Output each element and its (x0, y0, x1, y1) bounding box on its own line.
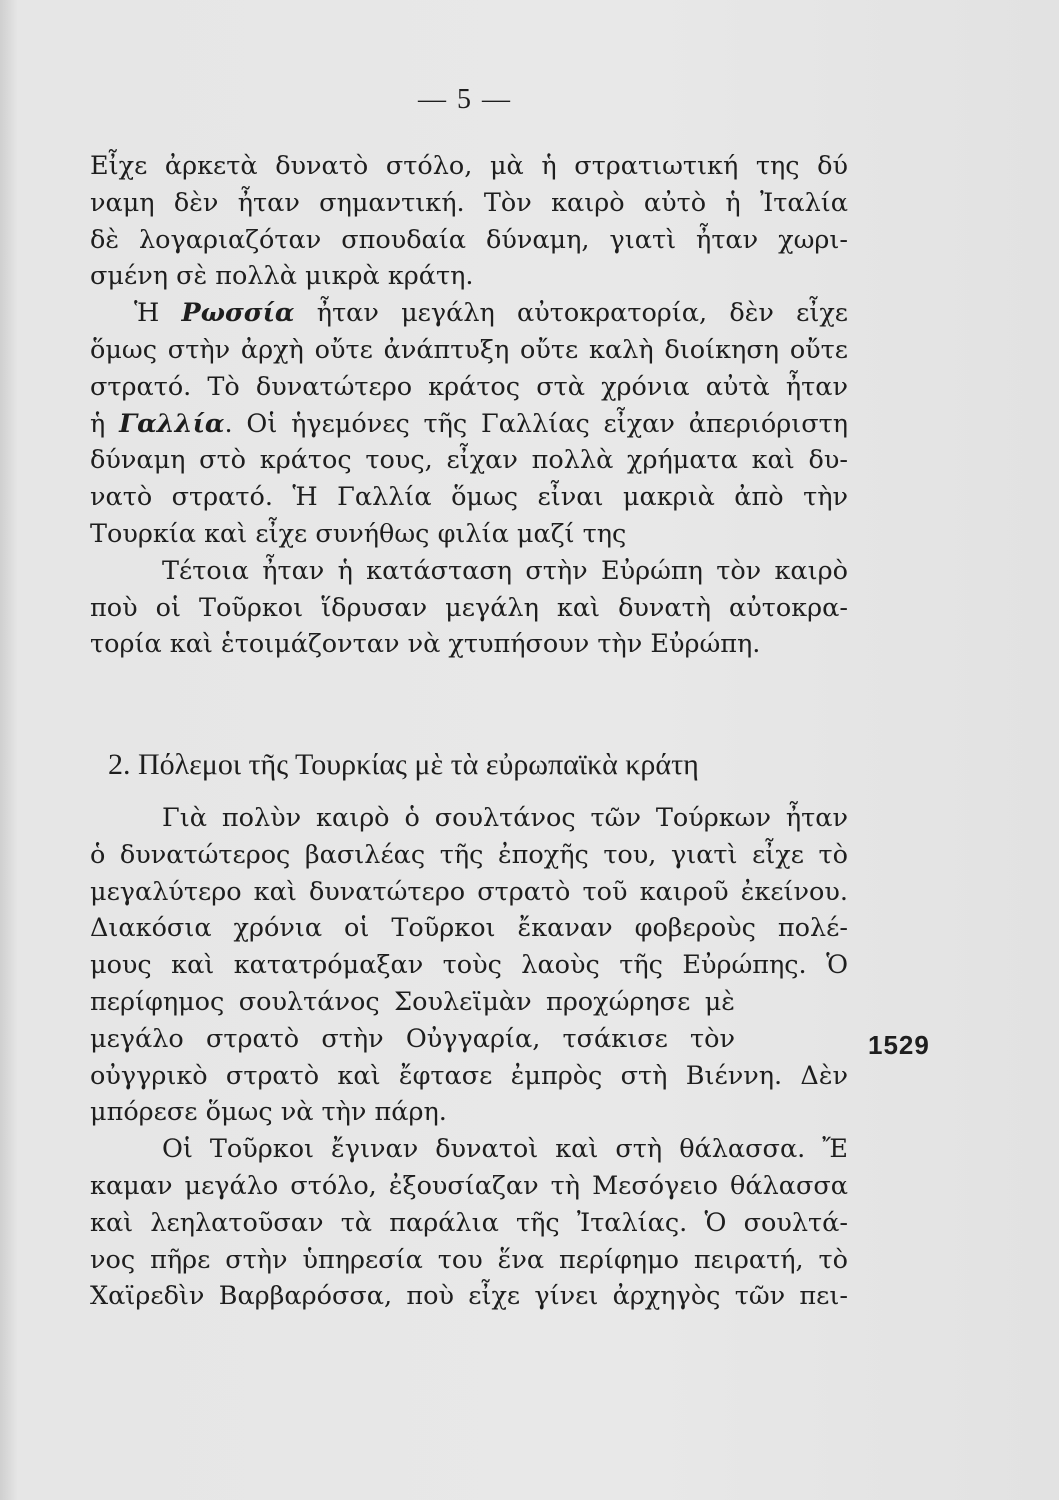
text-fragment: Ἡ (134, 298, 182, 329)
text-line: Χαϊρεδὶν Βαρβαρόσσα, ποὺ εἶχε γίνει ἀρχηγὸς τῶν πει- (90, 1281, 848, 1312)
text-line: περίφημος σουλτάνος Σουλεϊμὰν προχώρησε μὲ (90, 986, 735, 1017)
text-line: νατὸ στρατό. Ἡ Γαλλία ὅμως εἶναι μακριὰ ἀπὸ τὴν (90, 482, 848, 513)
text-line: ναμη δὲν ἦταν σημαντική. Τὸν καιρὸ αὐτὸ ἡ Ἰταλία (90, 187, 848, 218)
text-line: Γιὰ πολὺν καιρὸ ὁ σουλτάνος τῶν Τούρκων ἦταν (162, 803, 848, 833)
text-line: νος πῆρε στὴν ὑπηρεσία του ἕνα περίφημο πειρατή, τὸ (90, 1244, 848, 1275)
text-line: μεγαλύτερο καὶ δυνατώτερο στρατὸ τοῦ καιροῦ ἐκείνου. (90, 876, 848, 907)
text-line: σμένη σὲ πολλὰ μικρὰ κράτη. (90, 261, 474, 292)
text-line: Οἱ Τοῦρκοι ἔγιναν δυνατοὶ καὶ στὴ θάλασσα. Ἔ (162, 1134, 848, 1165)
text-line: μους καὶ κατατρόμαξαν τοὺς λαοὺς τῆς Εὐρώπης. Ὁ (90, 950, 848, 981)
text-fragment: . Οἱ ἡγεμόνες τῆς Γαλλίας εἶχαν ἀπεριόριστη (224, 408, 848, 439)
section-heading: 2. Πόλεμοι τῆς Τουρκίας μὲ τὰ εὐρωπαϊκὰ κράτη (108, 748, 699, 781)
text-line: Διακόσια χρόνια οἱ Τοῦρκοι ἔκαναν φοβεροὺς πολέ- (90, 913, 848, 944)
margin-year-note: 1529 (868, 1030, 930, 1060)
text-line (90, 295, 848, 332)
text-line: δύναμη στὸ κράτος τους, εἶχαν πολλὰ χρήματα καὶ δυ- (90, 445, 848, 476)
text-line: τορία καὶ ἑτοιμάζονταν νὰ χτυπήσουν τὴν Εὐρώπη. (90, 629, 761, 660)
text-line: Εἶχε ἀρκετὰ δυνατὸ στόλο, μὰ ἡ στρατιωτική της δύ (90, 151, 848, 181)
text-line: δὲ λογαριαζόταν σπουδαία δύναμη, γιατὶ ἦταν χωρι- (90, 224, 848, 255)
text-line: καμαν μεγάλο στόλο, ἐξουσίαζαν τὴ Μεσόγειο θάλασσα (90, 1170, 848, 1201)
text-fragment: ἡ (90, 408, 120, 439)
text-block-top (90, 148, 848, 663)
text-line (90, 406, 848, 443)
text-line: ὁ δυνατώτερος βασιλέας τῆς ἐποχῆς του, γιατὶ εἶχε τὸ (90, 839, 848, 870)
text-line: ὅμως στὴν ἀρχὴ οὔτε ἀνάπτυξη οὔτε καλὴ διοίκηση οὔτε (90, 334, 848, 365)
text-line: Τουρκία καὶ εἶχε συνήθως φιλία μαζί της (90, 518, 627, 549)
text-line: οὐγγρικὸ στρατὸ καὶ ἔφτασε ἐμπρὸς στὴ Βιέννη. Δὲν (90, 1060, 848, 1091)
text-line: Τέτοια ἦταν ἡ κατάσταση στὴν Εὐρώπη τὸν καιρὸ (162, 555, 848, 586)
page-number: — 5 — (418, 84, 512, 115)
emphasis-russia: Ρωσσία (181, 298, 295, 329)
text-line: μπόρεσε ὅμως νὰ τὴν πάρη. (90, 1097, 447, 1128)
text-line: στρατό. Τὸ δυνατώτερο κράτος στὰ χρόνια αὐτὰ ἦταν (90, 371, 848, 402)
text-line: καὶ λεηλατοῦσαν τὰ παράλια τῆς Ἰταλίας. Ὁ σουλτά- (90, 1207, 848, 1238)
text-line: ποὺ οἱ Τοῦρκοι ἵδρυσαν μεγάλη καὶ δυνατὴ αὐτοκρα- (90, 592, 848, 623)
emphasis-france: Γαλλία (119, 408, 225, 439)
text-line: μεγάλο στρατὸ στὴν Οὐγγαρία, τσάκισε τὸν (90, 1023, 735, 1054)
text-fragment: ἦταν μεγάλη αὐτοκρατορία, δὲν εἶχε (294, 298, 848, 329)
text-block-bottom (90, 800, 848, 1315)
